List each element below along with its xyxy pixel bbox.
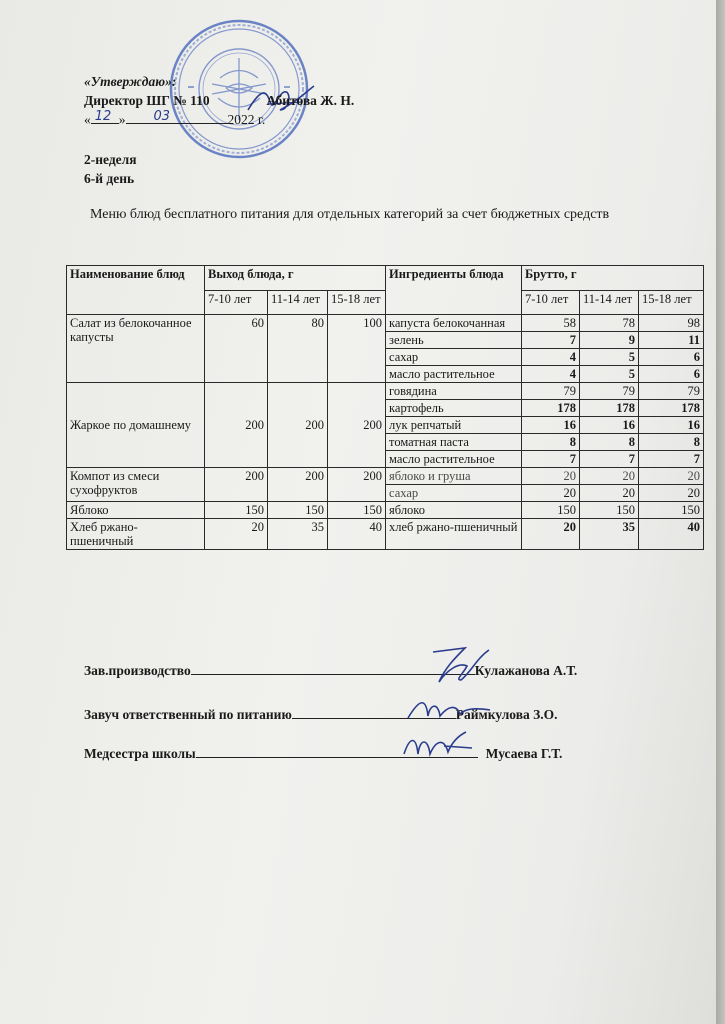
production-name: Кулажанова А.Т. bbox=[474, 663, 578, 678]
ingredient-brutto: 78 bbox=[580, 315, 639, 332]
dish-output: 200 bbox=[268, 468, 328, 502]
dish-output: 20 bbox=[205, 519, 268, 550]
ingredient-brutto: 150 bbox=[580, 502, 639, 519]
header-output-age: 15-18 лет bbox=[328, 290, 386, 315]
ingredient-name: лук репчатый bbox=[386, 417, 522, 434]
ingredient-brutto: 5 bbox=[580, 349, 639, 366]
ingredient-name: сахар bbox=[386, 485, 522, 502]
dish-output: 80 bbox=[268, 315, 328, 383]
signature-production bbox=[84, 662, 577, 679]
table-row bbox=[67, 519, 704, 550]
ingredient-brutto: 20 bbox=[580, 485, 639, 502]
dish-output: 60 bbox=[205, 315, 268, 383]
production-label: Зав.производство bbox=[84, 663, 191, 678]
ingredient-brutto: 20 bbox=[522, 468, 580, 485]
ingredient-brutto: 20 bbox=[639, 468, 704, 485]
page-edge bbox=[716, 0, 725, 1024]
ingredient-brutto: 20 bbox=[580, 468, 639, 485]
head-label: Завуч ответственный по питанию bbox=[84, 707, 292, 722]
ingredient-brutto: 98 bbox=[639, 315, 704, 332]
dish-output: 200 bbox=[268, 383, 328, 468]
ingredient-brutto: 8 bbox=[522, 434, 580, 451]
ingredient-brutto: 20 bbox=[522, 485, 580, 502]
week-block bbox=[84, 150, 137, 188]
date-day: 12 bbox=[94, 109, 112, 124]
ingredient-brutto: 150 bbox=[639, 502, 704, 519]
dish-output: 100 bbox=[328, 315, 386, 383]
ingredient-name: хлеб ржано-пшеничный bbox=[386, 519, 522, 550]
ingredient-name: яблоко и груша bbox=[386, 468, 522, 485]
ingredient-brutto: 7 bbox=[580, 451, 639, 468]
ingredient-name: зелень bbox=[386, 332, 522, 349]
dish-name: Компот из смеси сухофруктов bbox=[67, 468, 205, 502]
date-gap-line bbox=[198, 111, 228, 124]
table-row bbox=[67, 468, 704, 485]
table-row bbox=[67, 383, 704, 400]
ingredient-brutto: 9 bbox=[580, 332, 639, 349]
dish-output: 150 bbox=[268, 502, 328, 519]
ingredient-name: сахар bbox=[386, 349, 522, 366]
dish-output: 150 bbox=[205, 502, 268, 519]
ingredient-brutto: 7 bbox=[522, 451, 580, 468]
ingredient-name: масло растительное bbox=[386, 451, 522, 468]
approval-date bbox=[84, 110, 354, 129]
head-name: Раймкулова З.О. bbox=[455, 707, 558, 722]
signature-head bbox=[84, 706, 558, 723]
dish-output: 35 bbox=[268, 519, 328, 550]
header-brutto-age: 15-18 лет bbox=[639, 290, 704, 315]
ingredient-brutto: 58 bbox=[522, 315, 580, 332]
table-row bbox=[67, 502, 704, 519]
header-brutto-age: 7-10 лет bbox=[522, 290, 580, 315]
ingredient-brutto: 16 bbox=[580, 417, 639, 434]
ingredient-brutto: 79 bbox=[580, 383, 639, 400]
ingredient-brutto: 40 bbox=[639, 519, 704, 550]
ingredient-brutto: 8 bbox=[580, 434, 639, 451]
ingredient-brutto: 20 bbox=[639, 485, 704, 502]
dish-output: 40 bbox=[328, 519, 386, 550]
ingredient-brutto: 20 bbox=[522, 519, 580, 550]
ingredient-name: картофель bbox=[386, 400, 522, 417]
ingredient-brutto: 178 bbox=[639, 400, 704, 417]
head-sign-line bbox=[292, 706, 456, 719]
table-row bbox=[67, 315, 704, 332]
director-name: Абитова Ж. Н. bbox=[266, 93, 355, 108]
dish-output: 150 bbox=[328, 502, 386, 519]
menu-title: Меню блюд бесплатного питания для отдельных категорий за счет бюджетных средств bbox=[90, 207, 610, 222]
ingredient-brutto: 16 bbox=[639, 417, 704, 434]
ingredient-brutto: 178 bbox=[580, 400, 639, 417]
dish-name: Хлеб ржано-пшеничный bbox=[67, 519, 205, 550]
dish-output: 200 bbox=[328, 383, 386, 468]
ingredient-name: яблоко bbox=[386, 502, 522, 519]
date-month-line bbox=[126, 111, 198, 124]
day-label: 6-й день bbox=[84, 171, 135, 186]
header-row bbox=[67, 266, 704, 291]
approve-label: «Утверждаю»: bbox=[84, 74, 177, 89]
header-output-age: 7-10 лет bbox=[205, 290, 268, 315]
ingredient-brutto: 8 bbox=[639, 434, 704, 451]
date-open-quote: « bbox=[84, 112, 91, 127]
dish-name: Жаркое по домашнему bbox=[67, 383, 205, 468]
dish-name: Салат из белокочанное капусты bbox=[67, 315, 205, 383]
ingredient-brutto: 5 bbox=[580, 366, 639, 383]
ingredient-brutto: 79 bbox=[639, 383, 704, 400]
ingredient-name: капуста белокочанная bbox=[386, 315, 522, 332]
ingredient-brutto: 35 bbox=[580, 519, 639, 550]
dish-name: Яблоко bbox=[67, 502, 205, 519]
approval-block bbox=[84, 72, 354, 129]
date-close-quote: » bbox=[118, 112, 126, 127]
ingredient-brutto: 6 bbox=[639, 349, 704, 366]
header-brutto: Брутто, г bbox=[522, 266, 704, 291]
nurse-label: Медсестра школы bbox=[84, 746, 196, 761]
dish-output: 200 bbox=[205, 468, 268, 502]
date-year: 2022 г. bbox=[227, 112, 266, 127]
nurse-sign-line bbox=[196, 745, 478, 758]
ingredient-name: масло растительное bbox=[386, 366, 522, 383]
nurse-name: Мусаева Г.Т. bbox=[485, 746, 563, 761]
header-output: Выход блюда, г bbox=[205, 266, 386, 291]
ingredient-brutto: 150 bbox=[522, 502, 580, 519]
ingredient-name: томатная паста bbox=[386, 434, 522, 451]
director-title: Директор ШГ № 110 bbox=[84, 93, 210, 108]
date-month: 03 bbox=[153, 109, 171, 124]
signature-nurse bbox=[84, 745, 562, 762]
ingredient-name: говядина bbox=[386, 383, 522, 400]
date-day-line bbox=[91, 111, 119, 124]
ingredient-brutto: 7 bbox=[522, 332, 580, 349]
production-sign-line bbox=[191, 662, 475, 675]
ingredient-brutto: 79 bbox=[522, 383, 580, 400]
header-dish: Наименование блюд bbox=[67, 266, 205, 315]
header-ingredients: Ингредиенты блюда bbox=[386, 266, 522, 315]
ingredient-brutto: 4 bbox=[522, 366, 580, 383]
director-line bbox=[84, 91, 354, 110]
header-output-age: 11-14 лет bbox=[268, 290, 328, 315]
ingredient-brutto: 178 bbox=[522, 400, 580, 417]
menu-table bbox=[66, 265, 704, 550]
ingredient-brutto: 7 bbox=[639, 451, 704, 468]
dish-output: 200 bbox=[205, 383, 268, 468]
ingredient-brutto: 11 bbox=[639, 332, 704, 349]
dish-output: 200 bbox=[328, 468, 386, 502]
ingredient-brutto: 6 bbox=[639, 366, 704, 383]
week-label: 2-неделя bbox=[84, 152, 137, 167]
ingredient-brutto: 16 bbox=[522, 417, 580, 434]
header-brutto-age: 11-14 лет bbox=[580, 290, 639, 315]
ingredient-brutto: 4 bbox=[522, 349, 580, 366]
